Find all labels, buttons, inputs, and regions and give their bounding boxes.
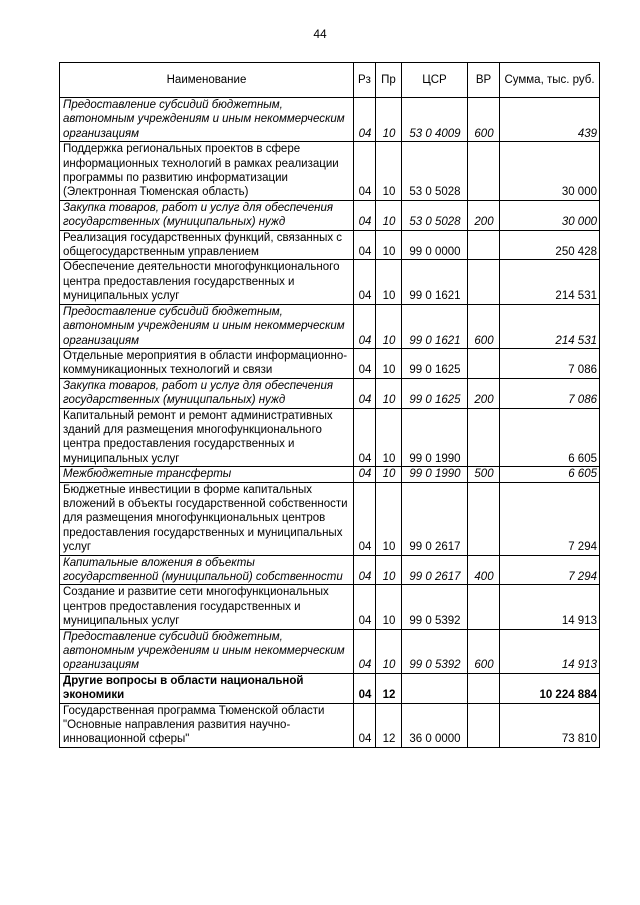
header-pr: Пр [376,63,402,98]
row-vr: 200 [468,378,500,408]
row-rz: 04 [354,230,376,260]
row-csr: 99 0 0000 [402,230,468,260]
row-pr: 10 [376,98,402,142]
row-name: Создание и развитие сети многофункциональных центров предоставления государственных и муниципальных услуг [60,585,354,629]
row-rz: 04 [354,482,376,555]
page-number: 44 [313,27,327,41]
row-csr: 99 0 2617 [402,555,468,585]
row-csr: 99 0 1990 [402,467,468,482]
row-amount: 14 913 [500,629,600,673]
row-csr: 99 0 1625 [402,378,468,408]
row-amount: 7 294 [500,482,600,555]
row-amount: 214 531 [500,260,600,304]
row-vr [468,230,500,260]
row-pr: 10 [376,378,402,408]
row-name: Капитальные вложения в объекты государственной (муниципальной) собственности [60,555,354,585]
row-name: Капитальный ремонт и ремонт административных зданий для размещения многофункционального центра предоставления государственных и муниципальных услуг [60,408,354,467]
row-vr: 500 [468,467,500,482]
row-pr: 10 [376,200,402,230]
row-pr: 10 [376,408,402,467]
row-vr [468,703,500,747]
row-vr [468,585,500,629]
row-rz: 04 [354,98,376,142]
row-name: Предоставление субсидий бюджетным, автономным учреждениям и иным некоммерческим организациям [60,629,354,673]
table-row [60,408,600,467]
row-amount: 6 605 [500,467,600,482]
row-rz: 04 [354,467,376,482]
row-csr: 99 0 1621 [402,260,468,304]
header-name: Наименование [60,63,354,98]
row-amount: 30 000 [500,142,600,201]
row-csr [402,673,468,703]
row-rz: 04 [354,378,376,408]
table-row [60,555,600,585]
row-vr [468,673,500,703]
row-name: Бюджетные инвестиции в форме капитальных вложений в объекты государственной собственности для размещения многофункциональных центров предоставления государственных и муниципальных услуг [60,482,354,555]
row-amount: 250 428 [500,230,600,260]
table-header [60,63,600,98]
row-name: Закупка товаров, работ и услуг для обеспечения государственных (муниципальных) нужд [60,200,354,230]
row-vr [468,482,500,555]
row-vr [468,260,500,304]
table-body [60,98,600,748]
table-row [60,142,600,201]
row-name: Поддержка региональных проектов в сфере информационных технологий в рамках реализации программы по развитию информатизации (Электронная Тюменская область) [60,142,354,201]
row-pr: 10 [376,304,402,348]
row-rz: 04 [354,673,376,703]
row-vr [468,408,500,467]
table-row [60,348,600,378]
row-pr: 10 [376,230,402,260]
table-row [60,230,600,260]
header-sum: Сумма, тыс. руб. [500,63,600,98]
row-name: Предоставление субсидий бюджетным, автономным учреждениям и иным некоммерческим организациям [60,304,354,348]
table-row [60,378,600,408]
row-csr: 53 0 4009 [402,98,468,142]
row-rz: 04 [354,304,376,348]
row-rz: 04 [354,200,376,230]
row-csr: 99 0 1990 [402,408,468,467]
row-amount: 73 810 [500,703,600,747]
table-row [60,629,600,673]
row-amount: 7 294 [500,555,600,585]
row-name: Государственная программа Тюменской области "Основные направления развития научно-инновационной сферы" [60,703,354,747]
table-row [60,482,600,555]
budget-table [59,62,600,748]
row-amount: 6 605 [500,408,600,467]
row-csr: 53 0 5028 [402,142,468,201]
row-name: Закупка товаров, работ и услуг для обеспечения государственных (муниципальных) нужд [60,378,354,408]
row-name: Предоставление субсидий бюджетным, автономным учреждениям и иным некоммерческим организациям [60,98,354,142]
table-row [60,200,600,230]
row-vr: 600 [468,304,500,348]
row-csr: 99 0 5392 [402,629,468,673]
row-rz: 04 [354,629,376,673]
row-pr: 10 [376,467,402,482]
row-amount: 214 531 [500,304,600,348]
table-row [60,98,600,142]
row-vr [468,348,500,378]
table-row [60,467,600,482]
row-rz: 04 [354,348,376,378]
row-name: Отдельные мероприятия в области информационно-коммуникационных технологий и связи [60,348,354,378]
row-rz: 04 [354,260,376,304]
row-pr: 10 [376,260,402,304]
row-pr: 12 [376,673,402,703]
row-csr: 99 0 1625 [402,348,468,378]
row-csr: 99 0 1621 [402,304,468,348]
row-vr [468,142,500,201]
row-csr: 99 0 5392 [402,585,468,629]
table-row [60,304,600,348]
row-amount: 7 086 [500,348,600,378]
row-pr: 10 [376,142,402,201]
table-row [60,703,600,747]
header-rz: Рз [354,63,376,98]
row-pr: 10 [376,348,402,378]
row-pr: 10 [376,629,402,673]
row-name: Межбюджетные трансферты [60,467,354,482]
row-vr: 600 [468,98,500,142]
row-amount: 30 000 [500,200,600,230]
row-name: Другие вопросы в области национальной экономики [60,673,354,703]
row-rz: 04 [354,142,376,201]
row-amount: 7 086 [500,378,600,408]
header-row [60,63,600,98]
row-pr: 10 [376,585,402,629]
row-rz: 04 [354,408,376,467]
row-csr: 53 0 5028 [402,200,468,230]
row-rz: 04 [354,585,376,629]
header-csr: ЦСР [402,63,468,98]
row-name: Реализация государственных функций, связанных с общегосударственным управлением [60,230,354,260]
header-vr: ВР [468,63,500,98]
row-rz: 04 [354,703,376,747]
table-row [60,673,600,703]
row-rz: 04 [354,555,376,585]
row-csr: 99 0 2617 [402,482,468,555]
row-pr: 12 [376,703,402,747]
table-row [60,585,600,629]
row-amount: 14 913 [500,585,600,629]
row-vr: 200 [468,200,500,230]
row-name: Обеспечение деятельности многофункционального центра предоставления государственных и муниципальных услуг [60,260,354,304]
row-pr: 10 [376,482,402,555]
table-row [60,260,600,304]
row-vr: 600 [468,629,500,673]
row-csr: 36 0 0000 [402,703,468,747]
row-amount: 10 224 884 [500,673,600,703]
row-vr: 400 [468,555,500,585]
row-pr: 10 [376,555,402,585]
row-amount: 439 [500,98,600,142]
